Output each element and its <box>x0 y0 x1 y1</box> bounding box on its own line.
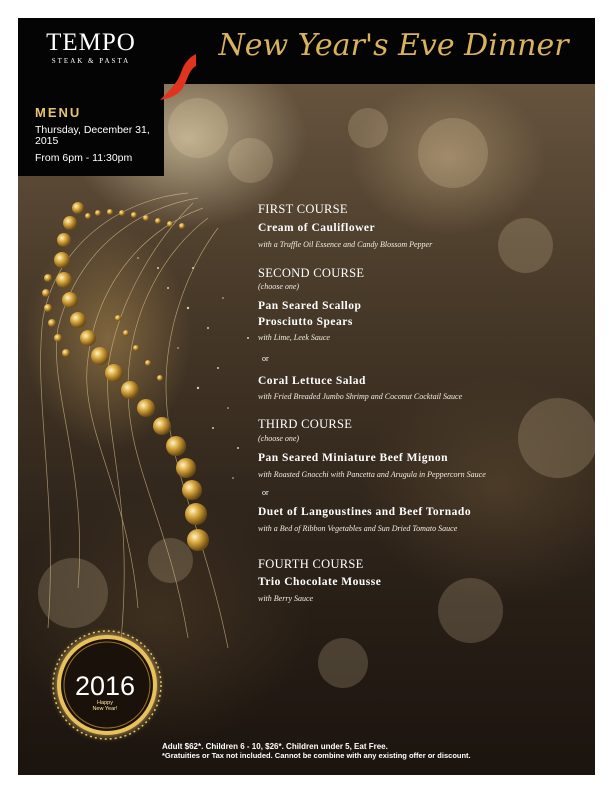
third-course-option2-desc: with a Bed of Ribbon Vegetables and Sun Dried Tomato Sauce <box>258 524 458 533</box>
badge-greeting-line2: New Year! <box>92 706 118 712</box>
third-course-heading: THIRD COURSE <box>258 417 353 431</box>
fourth-course-heading: FOURTH COURSE <box>258 557 364 571</box>
bokeh-light <box>418 118 488 188</box>
event-title: New Year's Eve Dinner <box>218 28 569 63</box>
bokeh-light <box>498 218 553 273</box>
third-course-note: (choose one) <box>258 434 300 443</box>
second-course-option1-line2: Prosciutto Spears <box>258 316 353 328</box>
third-course-option1-desc: with Roasted Gnocchi with Pancetta and Arugula in Peppercorn Sauce <box>258 470 486 479</box>
red-ribbon-icon <box>158 52 198 102</box>
bokeh-light <box>518 398 595 478</box>
third-course-option1: Pan Seared Miniature Beef Mignon <box>258 452 448 464</box>
gold-bead-strands-decoration <box>18 168 278 688</box>
second-course-option2: Coral Lettuce Salad <box>258 375 366 387</box>
menu-flyer <box>18 18 595 775</box>
second-course-option1-desc: with Lime, Leek Sauce <box>258 333 330 342</box>
second-course-note: (choose one) <box>258 282 300 291</box>
badge-greeting-line1: Happy <box>97 700 113 706</box>
badge-year: 2016 <box>74 671 136 701</box>
pricing-text: Adult $62*. Children 6 - 10, $26*. Children under 5, Eat Free. <box>162 742 388 751</box>
second-course-option2-desc: with Fried Breaded Jumbo Shrimp and Coconut Cocktail Sauce <box>258 392 463 401</box>
brand-tagline: STEAK & PASTA <box>51 57 131 65</box>
menu-label: MENU <box>35 105 82 120</box>
bokeh-light <box>348 108 388 148</box>
third-course-or: or <box>262 488 269 497</box>
first-course-dish: Cream of Cauliflower <box>258 222 376 234</box>
first-course-heading: FIRST COURSE <box>258 202 348 216</box>
disclaimer-text: *Gratuities or Tax not included. Cannot be combine with any existing offer or discount. <box>162 751 471 760</box>
second-course-option1: Pan Seared Scallop <box>258 300 362 312</box>
second-course-heading: SECOND COURSE <box>258 266 365 280</box>
badge-greeting <box>80 700 130 712</box>
brand-logo: TEMPO <box>46 29 136 56</box>
first-course-desc: with a Truffle Oil Essence and Candy Blossom Pepper <box>258 240 433 249</box>
fourth-course-desc: with Berry Sauce <box>258 594 314 603</box>
bokeh-light <box>318 638 368 688</box>
bokeh-light <box>168 98 228 158</box>
bokeh-light <box>438 578 503 643</box>
event-date: Thursday, December 31, 2015 <box>35 124 150 147</box>
third-course-option2: Duet of Langoustines and Beef Tornado <box>258 506 472 518</box>
second-course-or: or <box>262 354 269 363</box>
event-time: From 6pm - 11:30pm <box>35 152 133 164</box>
fourth-course-dish: Trio Chocolate Mousse <box>258 576 382 588</box>
